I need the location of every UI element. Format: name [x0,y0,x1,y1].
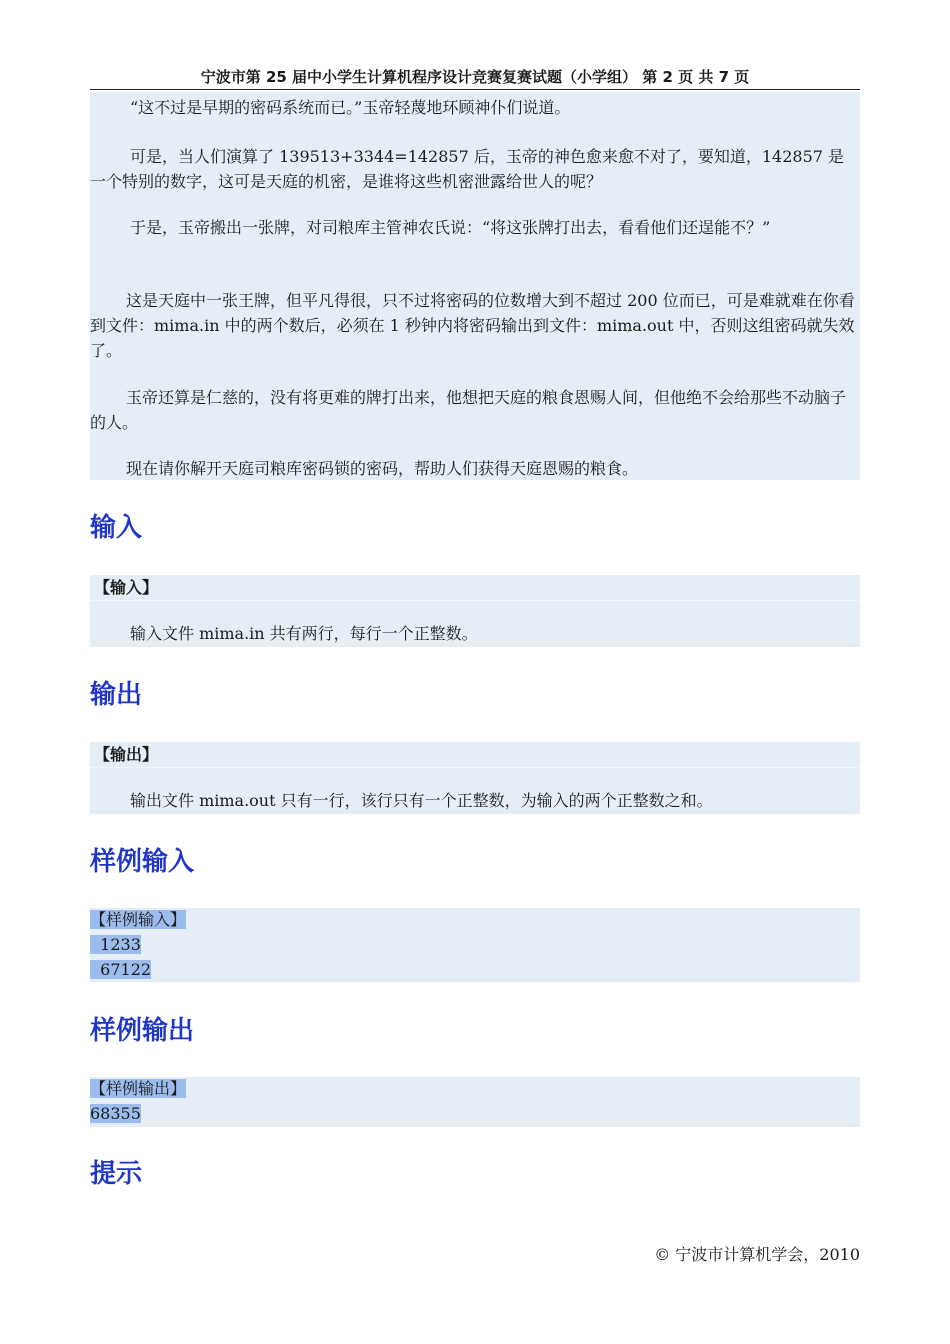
output-label: 【输出】 [94,745,159,764]
sample-input-label [90,908,186,932]
sample-output-heading: 样例输出 [90,1016,195,1046]
story-paragraph-5: 玉帝还算是仁慈的，没有将更难的牌打出来，他想把天庭的粮食恩赐人间，但他绝不会给那些不动脑子的人。 [90,388,847,432]
input-description: 输入文件 mima.in 共有两行，每行一个正整数。 [130,624,478,643]
input-divider [90,600,860,601]
sample-output-label [90,1077,186,1101]
sample-input-box [90,908,860,982]
sample-input-line-1 [90,933,141,957]
story-paragraph-4: 这是天庭中一张王牌，但平凡得很，只不过将密码的位数增大到不超过 200 位而已，可是难就难在你看到文件：mima.in 中的两个数后，必须在 1 秒钟内将密码输出到文件：mima.out 中，否则这组密码就失效了。 [90,291,855,360]
sample-output-line-1-text: 68355 [90,1104,141,1123]
sample-output-label-text: 【样例输出】 [90,1079,187,1098]
output-description: 输出文件 mima.out 只有一行，该行只有一个正整数，为输入的两个正整数之和。 [130,791,713,810]
output-heading: 输出 [90,680,143,710]
sample-input-heading: 样例输入 [90,847,195,877]
sample-input-line-2 [90,958,151,982]
story-paragraph-6: 现在请你解开天庭司粮库密码锁的密码，帮助人们获得天庭恩赐的粮食。 [126,459,639,478]
story-paragraph-1: “这不过是早期的密码系统而已。”玉帝轻蔑地环顾神仆们说道。 [130,98,571,117]
sample-input-label-text: 【样例输入】 [90,910,187,929]
story-paragraph-3: 于是，玉帝搬出一张牌，对司粮库主管神农氏说：“将这张牌打出去，看看他们还逞能不？” [130,218,771,237]
sample-input-line-1-text: 1233 [90,935,141,954]
input-box [90,575,860,647]
output-box [90,742,860,814]
sample-output-line-1 [90,1102,141,1126]
story-block [90,92,860,480]
page-header: 宁波市第 25 届中小学生计算机程序设计竞赛复赛试题（小学组） 第 2 页 共 7 页 [90,66,860,90]
story-paragraph-2: 可是，当人们演算了 139513+3344=142857 后，玉帝的神色愈来愈不对了，要知道，142857 是一个特别的数字，这可是天庭的机密，是谁将这些机密泄露给世人的呢？ [90,147,845,191]
sample-input-line-2-text: 67122 [90,960,152,979]
hint-heading: 提示 [90,1159,143,1189]
input-label: 【输入】 [94,578,159,597]
copyright-footer: © 宁波市计算机学会，2010 [654,1245,860,1264]
output-divider [90,767,860,768]
sample-output-box [90,1077,860,1127]
input-heading: 输入 [90,513,143,543]
